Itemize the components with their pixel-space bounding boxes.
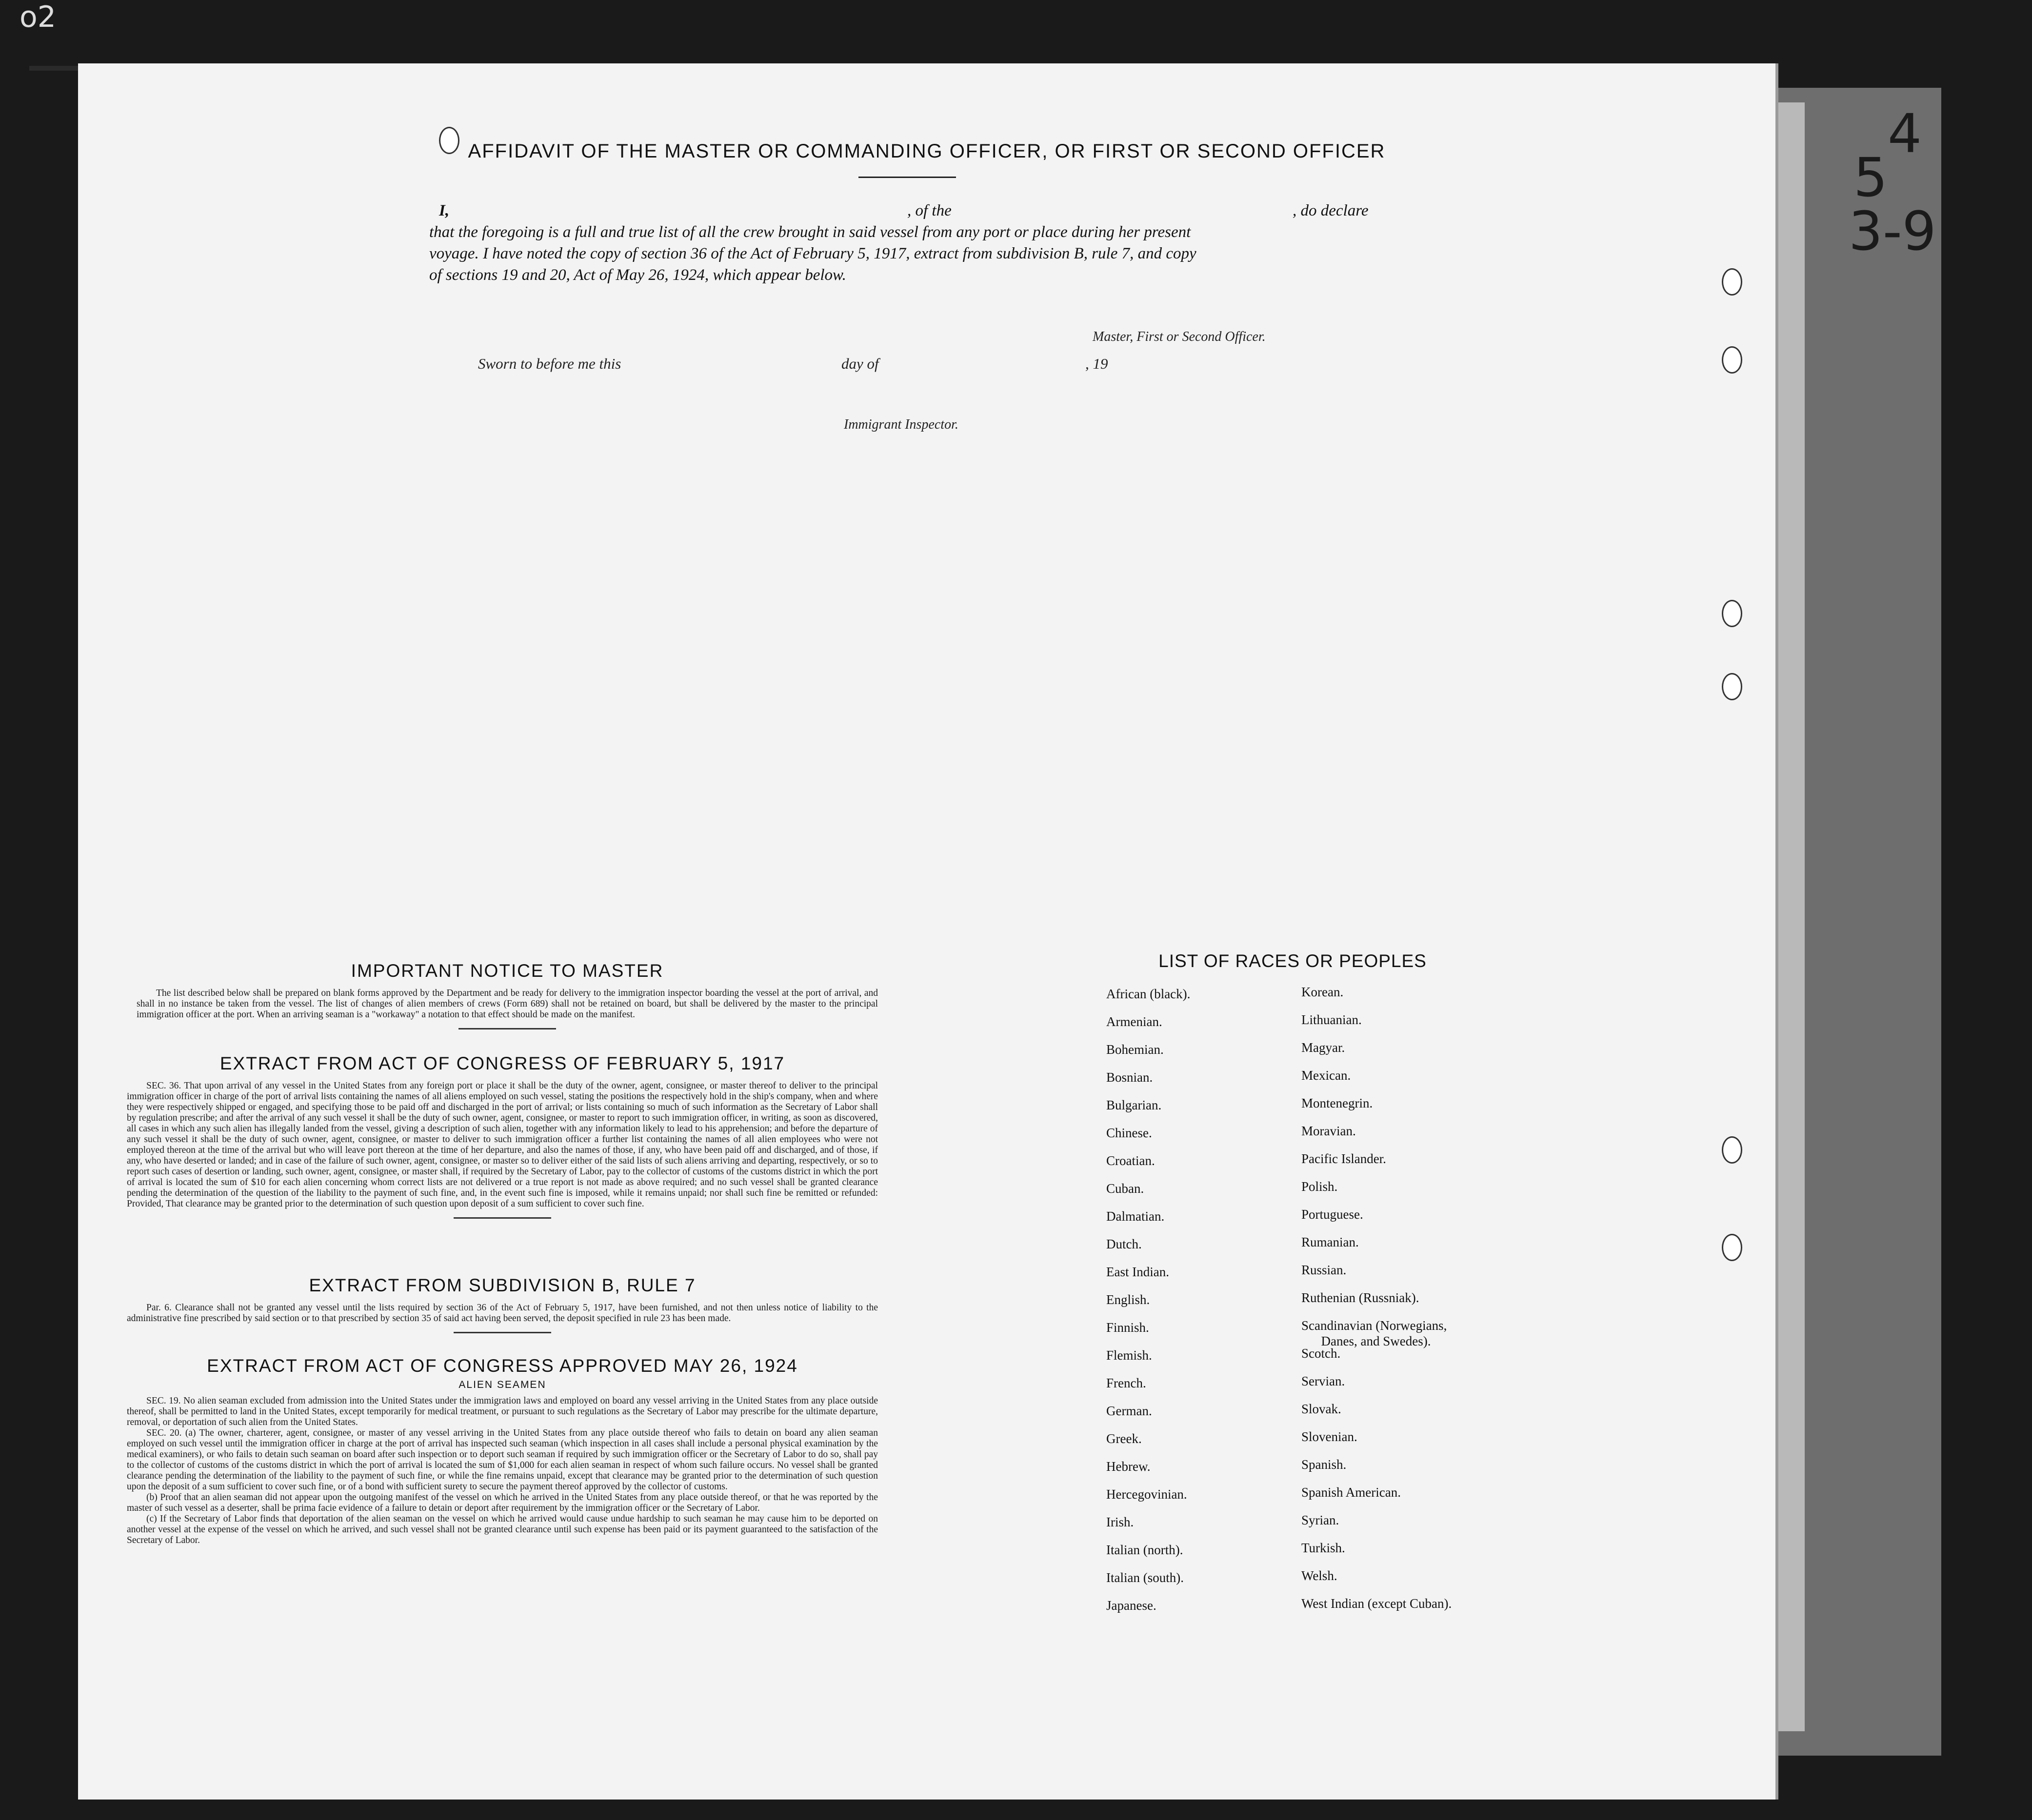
par-6-paragraph: Par. 6. Clearance shall not be granted any vessel until the lists required by section 36 of the Act of February 5, 1917, have been furnished, and not then unless notice of liability to the administrative fine prescribed by said section or to that prescribed by section 35 of said act having been served, the deposit specified in rule 23 has been made. bbox=[127, 1303, 878, 1324]
sec-20b-paragraph: (b) Proof that an alien seaman did not appear upon the outgoing manifest of the vessel on which he arrived in the United States from any place outside thereof, or that he was reported by the master of such vessel as a deserter, shall be prima facie evidence of a failure to detain or deport after requirement by the immigration officer or the Secretary of Labor. bbox=[127, 1492, 878, 1513]
race-item: Slovenian. bbox=[1301, 1429, 1357, 1444]
affidavit-line-1 bbox=[429, 200, 1385, 221]
race-item: African (black). bbox=[1106, 987, 1191, 1001]
notice-title: IMPORTANT NOTICE TO MASTER bbox=[351, 961, 664, 981]
race-item: Turkish. bbox=[1301, 1541, 1345, 1555]
race-item: Italian (north). bbox=[1106, 1543, 1183, 1557]
race-item: East Indian. bbox=[1106, 1265, 1169, 1279]
extract-1924-subtitle: ALIEN SEAMEN bbox=[458, 1379, 546, 1390]
scan-mark-right-mid1: 5 bbox=[1853, 146, 1888, 209]
race-item: Slovak. bbox=[1301, 1402, 1341, 1416]
race-item: Servian. bbox=[1301, 1374, 1345, 1388]
sec-36-paragraph: SEC. 36. That upon arrival of any vessel in the United States from any foreign port or place it shall be the duty of the owner, agent, consignee, or master thereof to deliver to the principal immigration officer in charge of the port of arrival lists containing the names of all aliens employed on such vessel, stating the positions the respectively hold in the ship's company, when and where they were respectively shipped or engaged, and specifying those to be paid off and discharged in the port of arrival; or lists containing so much of such information as the Secretary of Labor shall by regulation prescribe; and after the arrival of any such vessel it shall be the duty of such owner, agent, consignee, or master to report to such immigration officer, in writing, as soon as discovered, all cases in which any such alien has illegally landed from the vessel, giving a description of such alien, together with any information likely to lead to his apprehension; and before the departure of any such vessel it shall be the duty of such owner, agent, consignee, or master to deliver to such immigration officer a further list containing the names of all alien employees who were not employed thereon at the time of the arrival but who will leave port thereon at the time of her departure, and also the names of those, if any, who have been paid off and discharged, and of those, if any, who have deserted or landed; and in case of the failure of such owner, agent, consignee, or master so to deliver either of the said lists of such aliens arriving and departing, respectively, or so to report such cases of desertion or landing, such owner, agent, consignee, or master shall, if required by the Secretary of Labor, pay to the collector of customs of the customs district in which the port of arrival is located the sum of $10 for each alien concerning whom correct lists are not delivered or a true report is not made as above required; and no such vessel shall be granted clearance pending the determination of the question of the liability to the payment of such fine, and, in the event such fine is imposed, while it remains unpaid; nor shall such fine be remitted or refunded: Provided, That clearance may be granted prior to the determination of such question upon deposit of a sum sufficient to cover such fine. bbox=[127, 1081, 878, 1209]
race-item: French. bbox=[1106, 1376, 1146, 1390]
race-item: Dalmatian. bbox=[1106, 1209, 1165, 1224]
race-item: Scotch. bbox=[1301, 1346, 1341, 1361]
race-item: Russian. bbox=[1301, 1263, 1347, 1277]
day-label: day of bbox=[841, 355, 879, 372]
master-signature-label: Master, First or Second Officer. bbox=[1093, 329, 1266, 344]
year-label: , 19 bbox=[1085, 355, 1108, 372]
race-item: Montenegrin. bbox=[1301, 1096, 1373, 1110]
scan-mark-right-mid2: 3-9 bbox=[1849, 200, 1936, 262]
punch-hole bbox=[1722, 1136, 1742, 1164]
race-item: Finnish. bbox=[1106, 1320, 1149, 1335]
affidavit-line-2: that the foregoing is a full and true list of all the crew brought in said vessel from any port or place during her present bbox=[429, 223, 1191, 241]
race-item: Bulgarian. bbox=[1106, 1098, 1162, 1112]
race-item: Mexican. bbox=[1301, 1068, 1351, 1083]
extract-1917-rule bbox=[454, 1217, 551, 1219]
races-left-column bbox=[1106, 986, 1190, 1625]
punch-hole bbox=[1722, 1234, 1742, 1261]
race-item: Bohemian. bbox=[1106, 1042, 1164, 1057]
race-item: Pacific Islander. bbox=[1301, 1151, 1386, 1166]
punch-hole bbox=[1722, 268, 1742, 296]
race-item: Spanish. bbox=[1301, 1457, 1347, 1472]
punch-hole bbox=[1722, 600, 1742, 627]
race-item: Rumanian. bbox=[1301, 1235, 1359, 1249]
race-item: Moravian. bbox=[1301, 1124, 1356, 1138]
sec-20a-paragraph: SEC. 20. (a) The owner, charterer, agent, consignee, or master of any vessel arriving in the United States from any place outside thereof who fails to detain on board any alien seaman employed on such vessel until the immigration officer in charge at the port of arrival has inspected such seaman (which inspection in all cases shall include a personal physical examination by the medical examiners), or who fails to detain such seaman on board after such inspection or to deport such seaman if required by such immigration officer or the Secretary of Labor to do so, shall pay to the collector of customs of the customs district in which the port of arrival is located the sum of $1,000 for each alien seaman in respect of whom such failure occurs. No vessel shall be granted clearance pending the determination of the liability to the payment of such fine, or while the fine remains unpaid, except that clearance may be granted prior to the determination of such question upon the deposit of a sum sufficient to cover such fine, or of a bond with sufficient surety to secure the payment thereof approved by the collector of customs. bbox=[127, 1428, 878, 1492]
subdivision-text bbox=[127, 1303, 878, 1324]
race-item: Hercegovinian. bbox=[1106, 1487, 1187, 1502]
notice-text bbox=[137, 988, 878, 1020]
race-item: Bosnian. bbox=[1106, 1070, 1153, 1085]
race-item: Hebrew. bbox=[1106, 1459, 1151, 1474]
race-item: Lithuanian. bbox=[1301, 1012, 1362, 1027]
race-item: Korean. bbox=[1301, 985, 1344, 999]
punch-hole bbox=[1722, 673, 1742, 700]
sec-20c-paragraph: (c) If the Secretary of Labor finds that deportation of the alien seaman on the vessel on which he arrived would cause undue hardship to such seaman he may cause him to be deported on another vessel at the expense of the vessel on which he arrived, and such vessel shall not be granted clearance until such expense has been paid or its payment guaranteed to the satisfaction of the Secretary of Labor. bbox=[127, 1514, 878, 1545]
extract-1917-section bbox=[127, 1053, 878, 1219]
races-right-column bbox=[1301, 984, 1452, 1623]
notice-rule bbox=[458, 1028, 556, 1029]
subdivision-rule bbox=[454, 1332, 551, 1333]
race-item: Spanish American. bbox=[1301, 1485, 1401, 1500]
extract-1917-text bbox=[127, 1081, 878, 1209]
sec-19-paragraph: SEC. 19. No alien seaman excluded from admission into the United States under the immigration laws and employed on board any vessel arriving in the United States from any place outside thereof, shall be permitted to land in the United States, except temporarily for medical treatment, or pursuant to such regulations as the Secretary of Labor may prescribe for the ultimate departure, removal, or deportation of such alien from the United States. bbox=[127, 1396, 878, 1427]
race-item: Scandinavian (Norwegians, Danes, and Swedes). bbox=[1301, 1318, 1447, 1348]
subdivision-title: EXTRACT FROM SUBDIVISION B, RULE 7 bbox=[309, 1275, 696, 1295]
affidavit-of-the: , of the bbox=[907, 202, 952, 219]
race-item: Croatian. bbox=[1106, 1153, 1155, 1168]
affidavit-i: I, bbox=[439, 202, 450, 219]
race-item: Portuguese. bbox=[1301, 1207, 1363, 1222]
notice-paragraph: The list described below shall be prepared on blank forms approved by the Department and be ready for delivery to the immigration inspector boarding the vessel at the port of arrival, and shall in no instance be taken from the vessel. The list of changes of alien members of crews (Form 689) shall not be retained on board, but shall be delivered by the master to the principal immigration officer at the port. When an arriving seaman is a "workaway" a notation to that effect should be made on the manifest. bbox=[137, 988, 878, 1020]
race-item: Polish. bbox=[1301, 1179, 1338, 1194]
race-item: English. bbox=[1106, 1292, 1150, 1307]
race-item: Ruthenian (Russniak). bbox=[1301, 1290, 1419, 1305]
race-item: Italian (south). bbox=[1106, 1570, 1184, 1585]
subdivision-section bbox=[127, 1275, 878, 1333]
punch-hole bbox=[1722, 346, 1742, 374]
race-item: German. bbox=[1106, 1404, 1152, 1418]
race-item: Welsh. bbox=[1301, 1568, 1337, 1583]
race-item: Syrian. bbox=[1301, 1513, 1339, 1527]
affidavit-title: AFFIDAVIT OF THE MASTER OR COMMANDING OFFICER, OR FIRST OR SECOND OFFICER bbox=[468, 140, 1386, 162]
race-item: Chinese. bbox=[1106, 1126, 1152, 1140]
extract-1924-text bbox=[127, 1396, 878, 1546]
affidavit-do-declare: , do declare bbox=[1293, 202, 1369, 219]
scan-mark-top-left: o2 bbox=[20, 0, 56, 34]
race-item: Flemish. bbox=[1106, 1348, 1152, 1363]
race-item: Japanese. bbox=[1106, 1598, 1156, 1613]
extract-1924-title: EXTRACT FROM ACT OF CONGRESS APPROVED MAY 26, 1924 bbox=[207, 1356, 798, 1376]
race-item: Magyar. bbox=[1301, 1040, 1345, 1055]
notice-section bbox=[137, 961, 878, 1029]
race-item: Greek. bbox=[1106, 1431, 1142, 1446]
race-item: Dutch. bbox=[1106, 1237, 1142, 1251]
affidavit-line-3: voyage. I have noted the copy of section 36 of the Act of February 5, 1917, extract from subdivision B, rule 7, and copy bbox=[429, 245, 1196, 262]
sworn-label: Sworn to before me this bbox=[478, 355, 621, 372]
affidavit-rule bbox=[858, 177, 956, 178]
inspector-label: Immigrant Inspector. bbox=[844, 417, 958, 432]
race-item: West Indian (except Cuban). bbox=[1301, 1596, 1452, 1611]
race-item: Armenian. bbox=[1106, 1014, 1162, 1029]
affidavit-text bbox=[429, 200, 1385, 286]
extract-1917-title: EXTRACT FROM ACT OF CONGRESS OF FEBRUARY 5, 1917 bbox=[219, 1053, 785, 1073]
race-item: Cuban. bbox=[1106, 1181, 1144, 1196]
affidavit-line-4: of sections 19 and 20, Act of May 26, 1924, which appear below. bbox=[429, 266, 846, 284]
races-list-title: LIST OF RACES OR PEOPLES bbox=[1158, 951, 1427, 971]
race-item: Irish. bbox=[1106, 1515, 1134, 1529]
extract-1924-section bbox=[127, 1356, 878, 1546]
scan-mark-right-top: 4 bbox=[1888, 102, 1922, 165]
